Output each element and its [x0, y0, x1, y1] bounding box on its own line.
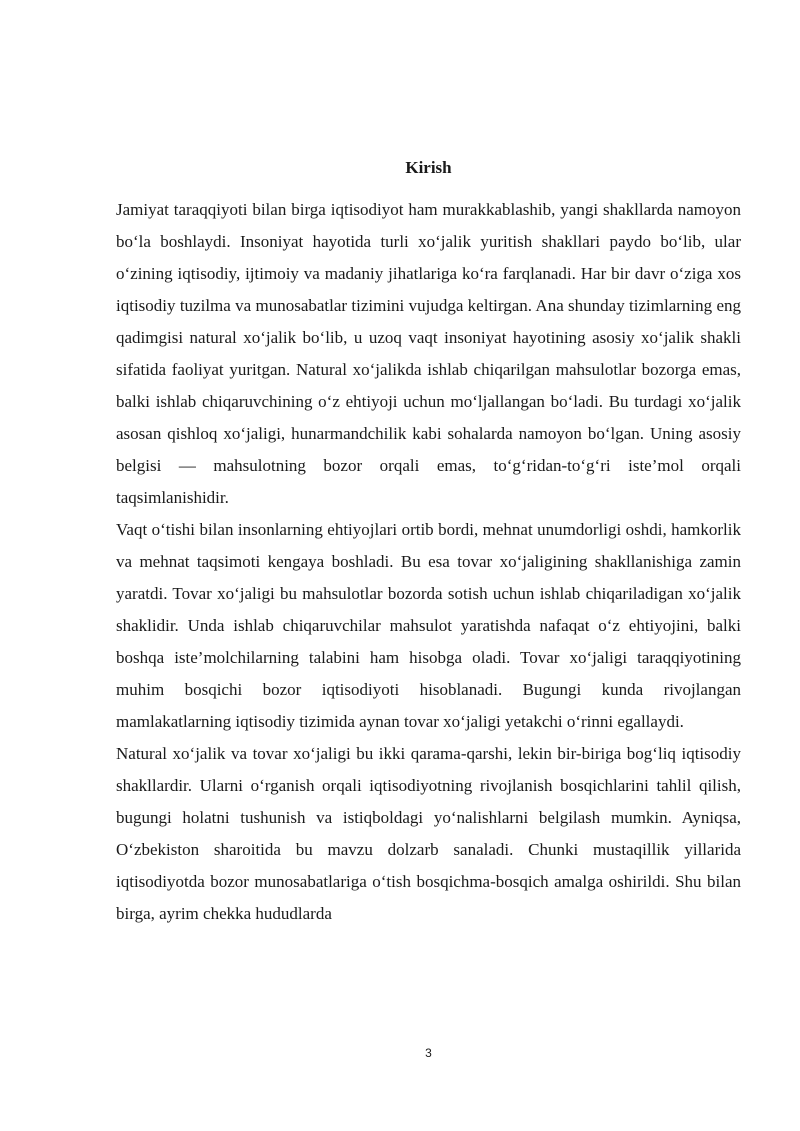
paragraph: Vaqt o‘tishi bilan insonlarning ehtiyojlari ortib bordi, mehnat unumdorligi oshdi, hamkorlik va mehnat taqsimoti kengaya boshladi. Bu esa tovar xo‘jaligining shakllanishiga zamin yaratdi. Tovar xo‘jaligi bu mahsulotlar bozorda sotish uchun ishlab chiqariladigan xo‘jalik shaklidir. Unda ishlab chiqaruvchilar mahsulot yaratishda nafaqat o‘z ehtiyojini, balki boshqa iste’molchilarning talabini ham hisobga oladi. Tovar xo‘jaligi taraqqiyotining muhim bosqichi bozor iqtisodiyoti hisoblanadi. Bugungi kunda rivojlangan mamlakatlarning iqtisodiy tizimida aynan tovar xo‘jaligi yetakchi o‘rinni egallaydi.	[116, 520, 741, 731]
section-heading: Kirish	[405, 158, 452, 177]
page-number: 3	[425, 1046, 432, 1060]
paragraph: Jamiyat taraqqiyoti bilan birga iqtisodiyot ham murakkablashib, yangi shakllarda namoyon bo‘la boshlaydi. Insoniyat hayotida turli xo‘jalik yuritish shakllari paydo bo‘lib, ular o‘zining iqtisodiy, ijtimoiy va madaniy jihatlariga ko‘ra farqlanadi. Har bir davr o‘ziga xos iqtisodiy tuzilma va munosabatlar tizimini vujudga keltirgan. Ana shunday tizimlarning eng qadimgisi natural xo‘jalik bo‘lib, u uzoq vaqt insoniyat hayotining asosiy xo‘jalik shakli sifatida faoliyat yuritgan. Natural xo‘jalikda ishlab chiqarilgan mahsulotlar bozorga emas, balki ishlab chiqaruvchining o‘z ehtiyoji uchun mo‘ljallangan bo‘ladi. Bu turdagi xo‘jalik asosan qishloq xo‘jaligi, hunarmandchilik kabi sohalarda namoyon bo‘lgan. Uning asosiy belgisi — mahsulotning bozor orqali emas, to‘g‘ridan-to‘g‘ri iste’mol orqali taqsimlanishidir.	[116, 200, 741, 507]
paragraph: Natural xo‘jalik va tovar xo‘jaligi bu ikki qarama-qarshi, lekin bir-biriga bog‘liq iqtisodiy shakllardir. Ularni o‘rganish orqali iqtisodiyotning rivojlanish bosqichlarini tahlil qilish, bugungi holatni tushunish va istiqboldagi yo‘nalishlarni belgilash mumkin. Ayniqsa, O‘zbekiston sharoitida bu mavzu dolzarb sanaladi. Chunki mustaqillik yillarida iqtisodiyotda bozor munosabatlariga o‘tish bosqichma-bosqich amalga oshirildi. Shu bilan birga, ayrim chekka hududlarda	[116, 744, 741, 923]
body-text	[116, 194, 741, 930]
